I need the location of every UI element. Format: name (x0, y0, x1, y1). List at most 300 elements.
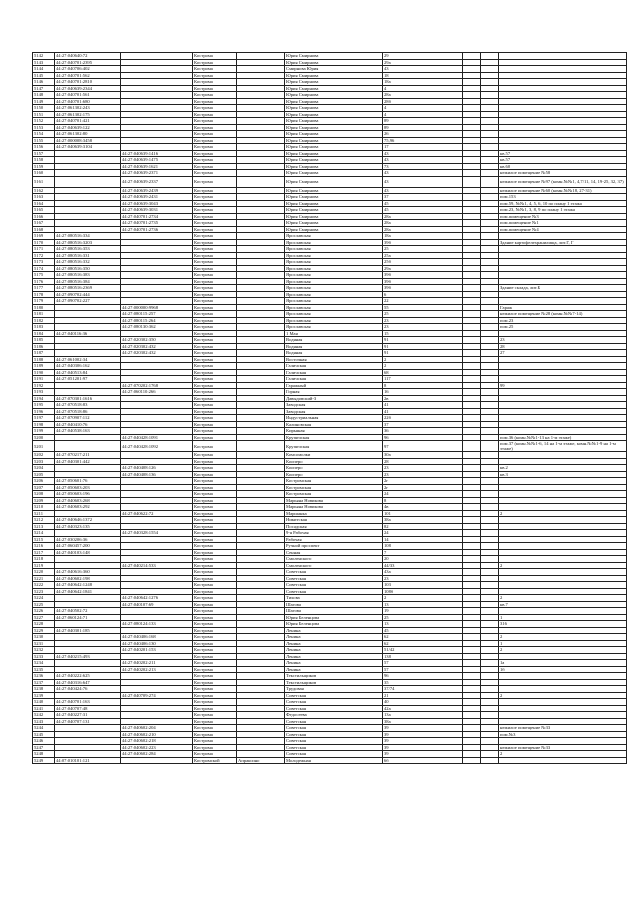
cell-street: Никитская (285, 517, 383, 524)
cell-street: Водяная (285, 350, 383, 357)
cell-cadastral-number-land: 44:27:070217:211 (55, 452, 121, 459)
cell-house-number: 45 (383, 627, 463, 634)
cell-settlement (237, 441, 285, 452)
cell-note: 99 (499, 382, 627, 389)
cell-locality: Кострома (193, 278, 237, 285)
cell-note: пом.23, №№1, 3, 8, 9 по плану 1 этажа (499, 207, 627, 214)
cell-cadastral-number-premises: 44:27:040639:2337 (121, 176, 193, 187)
cell-house-number: 17 (383, 144, 463, 151)
cell-row-number: 5218 (33, 556, 55, 563)
cell-cadastral-number-land: 44:27:030206:36 (55, 536, 121, 543)
cell-cadastral-number-premises: 44:27:040428:1091 (121, 434, 193, 441)
cell-house-number: 117 (383, 376, 463, 383)
cell-street: Советская (285, 699, 383, 706)
cell-locality: Кострома (193, 239, 237, 246)
cell-locality: Кострома (193, 408, 237, 415)
cell-row-number: 5196 (33, 408, 55, 415)
cell-cadastral-number-premises: 44:27:000000:9968 (121, 304, 193, 311)
cell-street: Маршанка (285, 510, 383, 517)
cell-street: Советская (285, 705, 383, 712)
cell-street: Советская (285, 718, 383, 725)
cell-locality: Кострома (193, 53, 237, 60)
cell-street: Ленина (285, 660, 383, 667)
cell-street: Юрия Смирнова (285, 79, 383, 86)
cell-street: Ленина (285, 627, 383, 634)
cell-cadastral-number-premises: 44:27:040701:2734 (121, 213, 193, 220)
cell-row-number: 5238 (33, 686, 55, 693)
cell-locality: Кострома (193, 705, 237, 712)
cell-house-number: 43 (383, 170, 463, 177)
cell-street: Костромская (285, 484, 383, 491)
cell-note: 1а (499, 660, 627, 667)
cell-row-number: 5187 (33, 350, 55, 357)
cell-locality: Кострома (193, 265, 237, 272)
cell-street: Юрия Смирнова (285, 163, 383, 170)
cell-locality: Кострома (193, 718, 237, 725)
cell-note: пом.59, №№1, 4, 5, 6, 10 по плану 1 этажа (499, 200, 627, 207)
cell-house-number: 2г (383, 478, 463, 485)
cell-street: Ярославская (285, 317, 383, 324)
cell-locality: Кострома (193, 497, 237, 504)
cell-house-number: 7 (383, 549, 463, 556)
cell-cadastral-number-land: 44:27:040227:31 (55, 712, 121, 719)
cell-empty-col-a (463, 176, 481, 187)
cell-street: Водяная (285, 337, 383, 344)
cell-street: Советская (285, 692, 383, 699)
cell-cadastral-number-land: 44:27:070518:83 (55, 402, 121, 409)
cell-locality: Кострома (193, 111, 237, 118)
cell-row-number: 5197 (33, 415, 55, 422)
cell-locality: Кострома (193, 478, 237, 485)
cell-locality: Кострома (193, 673, 237, 680)
cell-note: кв.2 (499, 465, 627, 472)
cell-street: Ручной проспект (285, 543, 383, 550)
cell-row-number: 5167 (33, 220, 55, 227)
cell-house-number: 43а (383, 569, 463, 576)
cell-house-number: 36 (383, 428, 463, 435)
cell-note: кв.3 (499, 471, 627, 478)
cell-locality: Кострома (193, 517, 237, 524)
cell-row-number: 5151 (33, 111, 55, 118)
cell-street: Галичская (285, 369, 383, 376)
cell-row-number: 5154 (33, 131, 55, 138)
cell-row-number: 5198 (33, 421, 55, 428)
cell-house-number: 4 (383, 85, 463, 92)
cell-house-number: 62 (383, 634, 463, 641)
cell-row-number: 5249 (33, 757, 55, 764)
cell-cadastral-number-premises: 44:27:080124:133 (121, 621, 193, 628)
cell-house-number: 4в (383, 504, 463, 511)
cell-house-number: 26 (383, 131, 463, 138)
cell-street: 1 Мая (285, 330, 383, 337)
cell-house-number: 13а (383, 712, 463, 719)
cell-note: 1 (499, 640, 627, 647)
cell-locality: Кострома (193, 744, 237, 751)
cell-note: 316 (499, 621, 627, 628)
register-table (32, 52, 627, 764)
cell-street: Ярославская (285, 259, 383, 266)
cell-row-number: 5183 (33, 324, 55, 331)
cell-cadastral-number-land: 44:27:040639:3104 (55, 144, 121, 151)
cell-row-number: 5144 (33, 66, 55, 73)
cell-locality: Кострома (193, 712, 237, 719)
cell-street: Текстильщиков (285, 673, 383, 680)
cell-street: Крупичская (285, 441, 383, 452)
cell-cadastral-number-premises: 44:27:080115:257 (121, 311, 193, 318)
cell-row-number: 5210 (33, 504, 55, 511)
cell-locality: Кострома (193, 608, 237, 615)
cell-locality: Кострома (193, 317, 237, 324)
cell-cadastral-number-land: 44:27:080516:383 (55, 272, 121, 279)
cell-locality: Кострома (193, 137, 237, 144)
cell-street: Галичская (285, 363, 383, 370)
cell-note: пом.37 (комн.№№1-6, 14 на 1-м этаже, комн.№№1-9 на 1-м этаже) (499, 441, 627, 452)
cell-house-number: 43 (383, 187, 463, 194)
cell-settlement (237, 176, 285, 187)
cell-street: Юрия Смирнова (285, 213, 383, 220)
cell-locality: Кострома (193, 59, 237, 66)
cell-house-number: 89 (383, 118, 463, 125)
cell-locality: Кострома (193, 465, 237, 472)
cell-note: кв.7 (499, 601, 627, 608)
cell-cadastral-number-land: 44:27:061302:243 (55, 105, 121, 112)
cell-locality: Кострома (193, 150, 237, 157)
cell-locality: Кострома (193, 595, 237, 602)
cell-street: Комсомолки (285, 452, 383, 459)
cell-locality: Кострома (193, 491, 237, 498)
cell-row-number: 5221 (33, 575, 55, 582)
cell-row-number: 5153 (33, 124, 55, 131)
cell-house-number: 28б (383, 98, 463, 105)
cell-cadastral-number-land: 44:27:040222:625 (55, 673, 121, 680)
cell-house-number: 8 (383, 382, 463, 389)
cell-street: Смоленского (285, 562, 383, 569)
cell-row-number: 5195 (33, 402, 55, 409)
cell-cadastral-number-land: 44:27:060457:200 (55, 543, 121, 550)
cell-row-number: 5213 (33, 523, 55, 530)
cell-cadastral-number-land: 44:27:040701:421 (55, 118, 121, 125)
cell-cadastral-number-land: 44:27:040701:2810 (55, 79, 121, 86)
cell-cadastral-number-land: 44:27:080516:334 (55, 233, 121, 240)
cell-house-number: 29а (383, 59, 463, 66)
cell-row-number: 5159 (33, 163, 55, 170)
cell-house-number: 96 (383, 673, 463, 680)
cell-row-number: 5231 (33, 640, 55, 647)
cell-row-number: 5209 (33, 497, 55, 504)
cell-row-number: 5228 (33, 621, 55, 628)
cell-street: Ярославская (285, 298, 383, 305)
cell-street: Юрия Смирнова (285, 53, 383, 60)
cell-street: Ярославская (285, 239, 383, 246)
cell-locality: Кострома (193, 530, 237, 537)
cell-row-number: 5164 (33, 200, 55, 207)
cell-row-number: 5157 (33, 150, 55, 157)
cell-house-number: 2 (383, 356, 463, 363)
cell-street: Юрия Смирнова (285, 176, 383, 187)
cell-row-number: 5214 (33, 530, 55, 537)
cell-note: 2 (499, 562, 627, 569)
cell-row-number: 5180 (33, 304, 55, 311)
cell-cadastral-number-land: 44:27:040639:2344 (55, 85, 121, 92)
cell-cadastral-number-premises: 44:27:040639:2431 (121, 194, 193, 201)
cell-row-number: 5241 (33, 705, 55, 712)
cell-street: Юрия Смирнова (285, 194, 383, 201)
cell-row-number: 5155 (33, 137, 55, 144)
cell-cadastral-number-premises: 44:27:040639:2371 (121, 170, 193, 177)
cell-house-number: 45 (383, 207, 463, 214)
cell-cadastral-number-land: 44:27:040602:198 (55, 575, 121, 582)
cell-house-number: 6 (383, 291, 463, 298)
cell-street: Ярославская (285, 246, 383, 253)
cell-cadastral-number-land: 44:27:040646:1372 (55, 517, 121, 524)
cell-street: Юрия Смирнова (285, 124, 383, 131)
cell-row-number: 5219 (33, 562, 55, 569)
cell-locality: Кострома (193, 144, 237, 151)
cell-note: пом.№3 (499, 731, 627, 738)
cell-street: Советская (285, 744, 383, 751)
cell-house-number: 24 (383, 491, 463, 498)
cell-row-number: 5199 (33, 428, 55, 435)
cell-street: Ярославская (285, 311, 383, 318)
cell-note: пом.помещение №3 (499, 213, 627, 220)
cell-row-number: 5189 (33, 363, 55, 370)
cell-row-number: 5232 (33, 647, 55, 654)
cell-locality: Кострома (193, 395, 237, 402)
cell-house-number: 28а (383, 92, 463, 99)
cell-house-number: 23 (383, 575, 463, 582)
cell-row-number: 5208 (33, 491, 55, 498)
cell-cadastral-number-premises: 44:27:040408:126 (121, 465, 193, 472)
cell-street: Водяная (285, 343, 383, 350)
cell-cadastral-number-premises: 44:27:040406:130 (121, 640, 193, 647)
cell-cadastral-number-premises: 44:27:040202:213 (121, 666, 193, 673)
cell-street: Галичская (285, 376, 383, 383)
cell-house-number: 2 (383, 595, 463, 602)
cell-note: 2 (499, 510, 627, 517)
cell-row-number: 5194 (33, 395, 55, 402)
cell-cadastral-number-land: 44:27:080516:2369 (55, 285, 121, 292)
cell-house-number: 37 (383, 421, 463, 428)
cell-street: Юрия Смирнова (285, 157, 383, 164)
cell-row-number: 5147 (33, 85, 55, 92)
cell-house-number: 16 (383, 389, 463, 396)
cell-row-number: 5160 (33, 170, 55, 177)
cell-street: Ярославская (285, 265, 383, 272)
cell-row-number: 5229 (33, 627, 55, 634)
cell-locality: Кострома (193, 549, 237, 556)
cell-cadastral-number-land: 44:27:070518:86 (55, 408, 121, 415)
cell-cadastral-number-land: 44:27:080516:3203 (55, 239, 121, 246)
cell-cadastral-number-land: 44:27:040640:72 (55, 53, 121, 60)
cell-street: Давыдовский-3 (285, 395, 383, 402)
cell-street: Заводская (285, 408, 383, 415)
cell-locality: Кострома (193, 131, 237, 138)
cell-locality: Кострома (193, 252, 237, 259)
cell-empty-col-b (481, 757, 499, 764)
cell-cadastral-number-land: 44:27:061002:34 (55, 356, 121, 363)
cell-row-number: 5211 (33, 510, 55, 517)
cell-house-number: 25 (383, 614, 463, 621)
cell-street: Шагова (285, 601, 383, 608)
cell-locality: Кострома (193, 601, 237, 608)
cell-locality: Кострома (193, 105, 237, 112)
cell-cadastral-number-land: 44:27:090702:444 (55, 291, 121, 298)
cell-house-number: 45 (383, 200, 463, 207)
cell-locality: Кострома (193, 627, 237, 634)
cell-locality: Кострома (193, 213, 237, 220)
cell-house-number: 51/42 (383, 647, 463, 654)
cell-row-number: 5182 (33, 317, 55, 324)
cell-note: Здание картофелехранилища, лит.Г, Г (499, 239, 627, 246)
cell-house-number: 41 (383, 402, 463, 409)
cell-cadastral-number-land: 44:27:040639:122 (55, 124, 121, 131)
cell-cadastral-number-land: 44:27:040424:76 (55, 686, 121, 693)
cell-street: Советская (285, 751, 383, 758)
cell-cadastral-number-premises: 44:27:040709:274 (121, 692, 193, 699)
cell-cadastral-number-premises: 44:27:040622:72 (121, 510, 193, 517)
cell-house-number: 108 (383, 543, 463, 550)
cell-cadastral-number-premises: 44:27:040408:136 (121, 471, 193, 478)
cell-street: Кооперо (285, 465, 383, 472)
cell-street: Юрия Смирнова (285, 226, 383, 233)
cell-row-number: 5233 (33, 653, 55, 660)
cell-house-number: 39 (383, 751, 463, 758)
cell-row-number: 5230 (33, 634, 55, 641)
cell-row-number: 5204 (33, 465, 55, 472)
cell-note: 1 (499, 614, 627, 621)
cell-street: 9-я Рабочая (285, 530, 383, 537)
cell-house-number: 39 (383, 725, 463, 732)
cell-row-number: 5146 (33, 79, 55, 86)
cell-locality: Кострома (193, 653, 237, 660)
cell-note: кв.57 (499, 157, 627, 164)
cell-house-number: 43 (383, 176, 463, 187)
cell-street: Костромская (285, 491, 383, 498)
cell-cadastral-number-premises: 44:27:040639:3031 (121, 207, 193, 214)
cell-row-number: 5244 (33, 725, 55, 732)
cell-cadastral-number-premises: 44:27:080115:264 (121, 317, 193, 324)
cell-row-number: 5163 (33, 194, 55, 201)
cell-cadastral-number-land: 44:07:010101:121 (55, 757, 121, 764)
cell-row-number: 5207 (33, 484, 55, 491)
cell-locality: Кострома (193, 686, 237, 693)
cell-house-number: 62 (383, 640, 463, 647)
cell-street: Кооперо (285, 471, 383, 478)
cell-note: 28 (499, 343, 627, 350)
cell-house-number: 57 (383, 660, 463, 667)
cell-cadastral-number-premises: 44:27:040328:1554 (121, 530, 193, 537)
cell-locality: Кострома (193, 415, 237, 422)
cell-cadastral-number-land: 44:27:040513:84 (55, 369, 121, 376)
table-row (33, 757, 627, 764)
cell-cadastral-number-land: 44:27:070301:1616 (55, 395, 121, 402)
cell-house-number: 91 (383, 343, 463, 350)
cell-street: Ленина (285, 666, 383, 673)
cell-cadastral-number-land: 44:27:070907:112 (55, 415, 121, 422)
cell-locality: Кострома (193, 72, 237, 79)
cell-cadastral-number-land: 44:27:040642:1841 (55, 588, 121, 595)
cell-house-number: 23 (383, 317, 463, 324)
cell-locality: Кострома (193, 337, 237, 344)
cell-street: Кирьяная (285, 428, 383, 435)
cell-note: пом.153 (499, 194, 627, 201)
cell-street: Крупичская (285, 434, 383, 441)
cell-street: Юрия Смирнова (285, 118, 383, 125)
cell-house-number: 89 (383, 124, 463, 131)
cell-cadastral-number-land (55, 176, 121, 187)
cell-cadastral-number-premises: 44:27:040639:3043 (121, 200, 193, 207)
cell-locality: Кострома (193, 233, 237, 240)
cell-street: Юрия Смирнова (285, 111, 383, 118)
cell-street: Ярославская (285, 304, 383, 311)
cell-note: 2 (499, 647, 627, 654)
cell-street: Ленина (285, 634, 383, 641)
cell-house-number: 2г (383, 484, 463, 491)
cell-house-number: 43 (383, 157, 463, 164)
cell-row-number: 5223 (33, 588, 55, 595)
cell-street: Смирнова Юрия (285, 66, 383, 73)
cell-locality: Кострома (193, 382, 237, 389)
cell-locality: Кострома (193, 170, 237, 177)
cell-street: Юрия Смирнова (285, 144, 383, 151)
cell-street: Трудовая (285, 686, 383, 693)
cell-house-number: 68 (383, 369, 463, 376)
table-body (33, 53, 627, 764)
cell-row-number: 5216 (33, 543, 55, 550)
cell-row-number: 5156 (33, 144, 55, 151)
cell-street: Юрия Смирнова (285, 131, 383, 138)
cell-house-number: 108б (383, 588, 463, 595)
cell-street: Ленина (285, 640, 383, 647)
cell-house-number: 57 (383, 666, 463, 673)
cell-cadastral-number-land: 44:27:080516:331 (55, 252, 121, 259)
cell-street: Текстильщиков (285, 679, 383, 686)
cell-street: Советская (285, 575, 383, 582)
cell-cadastral-number-premises: 44:27:080130:362 (121, 324, 193, 331)
cell-cadastral-number-premises: 44:27:040201:153 (121, 647, 193, 654)
cell-row-number: 5226 (33, 608, 55, 615)
cell-note: Здание склада, лит.Б (499, 285, 627, 292)
cell-cadastral-number-land: 44:27:080516:384 (55, 278, 121, 285)
cell-house-number: 37 (383, 194, 463, 201)
cell-cadastral-number-land: 44:27:040701:680 (55, 98, 121, 105)
cell-row-number: 5150 (33, 105, 55, 112)
cell-locality: Кострома (193, 291, 237, 298)
cell-cadastral-number-premises: 44:27:040639:1621 (121, 163, 193, 170)
cell-locality: Кострома (193, 92, 237, 99)
cell-locality: Кострома (193, 523, 237, 530)
cell-cadastral-number-premises: 44:27:020302:350 (121, 337, 193, 344)
cell-note: нежилое помещение №33 (499, 744, 627, 751)
cell-locality: Кострома (193, 725, 237, 732)
cell-cadastral-number-premises: 44:27:020302:432 (121, 350, 193, 357)
cell-locality: Кострома (193, 731, 237, 738)
cell-row-number: 5245 (33, 731, 55, 738)
cell-locality: Кострома (193, 324, 237, 331)
cell-row-number: 5152 (33, 118, 55, 125)
cell-house-number: 30а (383, 452, 463, 459)
cell-house-number: 39б (383, 272, 463, 279)
cell-locality: Кострома (193, 556, 237, 563)
cell-locality: Кострома (193, 343, 237, 350)
cell-locality: Кострома (193, 200, 237, 207)
cell-house-number: 24 (383, 530, 463, 537)
cell-row-number: 5246 (33, 738, 55, 745)
cell-locality: Кострома (193, 85, 237, 92)
cell-row-number: 5215 (33, 536, 55, 543)
cell-locality: Кострома (193, 504, 237, 511)
cell-cadastral-number-land: 44:27:040215:493 (55, 653, 121, 660)
